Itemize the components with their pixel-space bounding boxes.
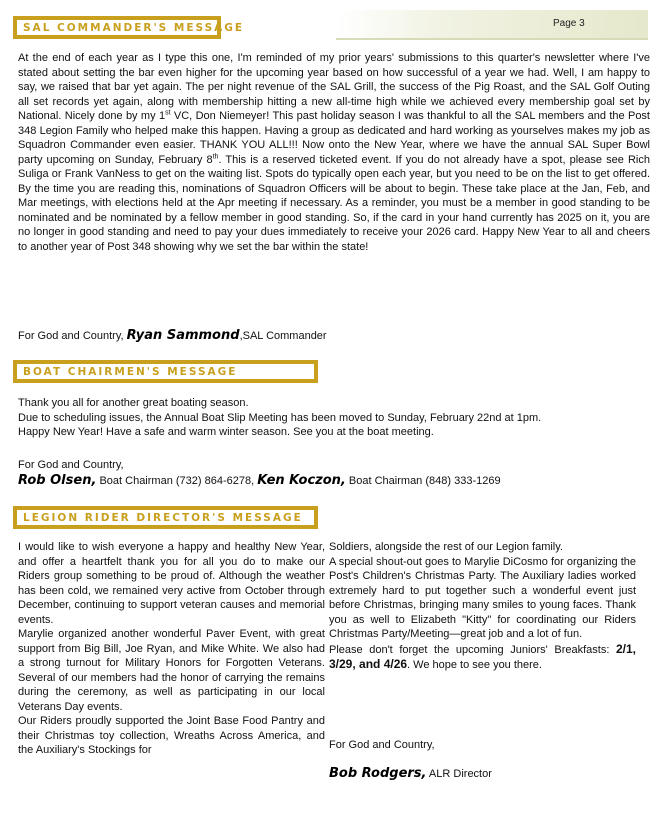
sal-body-part-3: . This is a reserved ticketed event. If you do not already have a spot, please see Rich Suliga or Frank VanNess to get on the waiting list. Spots do typically open each year, but you need to be on the list to get offered. By the time you are reading this, nominations of Squadron Officers will be about to begin. These take place at the Jan, Feb, and Mar meetings, with elections held at the Apr meeting if necessary. As a reminder, you must be a member in good standing to be nominated and be nominated by a fellow member in good standing. So, if the card in your hand currently has 2025 on it, you are no longer in good standing and need to pay your dues immediately to receive your 2026 card. Happy New Year to all and cheers to another year of Post 348 showing why we set the bar within the state! (18, 153, 650, 253)
page-number-banner (336, 10, 648, 40)
boat-chairmen-header-text: BOAT CHAIRMEN'S MESSAGE (23, 366, 238, 378)
boat-signature-line (18, 473, 501, 488)
page-number: Page 3 (553, 18, 585, 29)
rider-right-paragraph-2: A special shout-out goes to Marylie DiCosmo for organizing the Post's Children's Christmas Party. The Auxiliary ladies worked extremely hard to put together such a wonderful event just before Christmas, bringing many smiles to young faces. Thank you as well to Elizabeth "Kitty" for coordinating our Riders Christmas Party/Meeting—great job and a lot of fun. (329, 555, 636, 640)
boat-signature-1-detail: Boat Chairman (732) 864-6278, (96, 475, 258, 487)
rider-right-paragraph-3 (329, 642, 636, 673)
rider-signature: Bob Rodgers, (329, 766, 427, 781)
sal-title-sep: , (239, 330, 243, 342)
sal-commander-body (18, 51, 650, 254)
sal-title: SAL Commander (242, 330, 327, 342)
rider-left-paragraph-1: I would like to wish everyone a happy and healthy New Year, and offer a heartfelt thank you for all you do to make our Riders group something to be proud of. Although the weather has been cold, we remained very active from October through December, continuing to support veteran causes and memorial events. (18, 541, 325, 626)
sal-signature-line (18, 328, 327, 343)
legion-rider-header-text: LEGION RIDER DIRECTOR'S MESSAGE (23, 512, 303, 524)
boat-signature-1: Rob Olsen, (18, 473, 97, 488)
boat-line: Thank you all for another great boating season. (18, 397, 249, 409)
rider-title: ALR Director (426, 768, 492, 780)
sal-body-sup-1: st (165, 109, 171, 117)
boat-closing: For God and Country, (18, 459, 124, 471)
rider-left-paragraph-3: Our Riders proudly supported the Joint Base Food Pantry and their Christmas toy collection, Wreaths Across America, and the Auxiliary's Stockings for (18, 715, 325, 756)
rider-breakfast-dates: 2/1, 3/29, and 4/26 (329, 641, 636, 671)
boat-line: Happy New Year! Have a safe and warm winter season. See you at the boat meeting. (18, 426, 434, 438)
boat-signature-2-detail: Boat Chairman (848) 333-1269 (345, 475, 501, 487)
sal-commander-header (13, 16, 245, 39)
sal-commander-header-text: SAL COMMANDER'S MESSAGE (23, 22, 245, 34)
rider-right-column (329, 540, 636, 673)
boat-chairmen-body (18, 396, 650, 440)
rider-breakfast-text-end: . We hope to see you there. (407, 659, 542, 671)
sal-body-part-2: VC, Don Niemeyer! This past holiday season I was thankful to all the SAL members and the Post 348 Legion Family who helped make this happen. Having a group as dedicated and hard working as yourselves makes my job as Squadron Commander even easier. THANK YOU ALL!!! Now onto the New Year, where we have the annual SAL Super Bowl party upcoming on Sunday, February 8 (18, 110, 650, 166)
boat-signature-2: Ken Koczon, (257, 473, 346, 488)
boat-line: Due to scheduling issues, the Annual Boat Slip Meeting has been moved to Sunday, February 22nd at 1pm. (18, 411, 542, 424)
sal-closing: For God and Country, (18, 330, 127, 342)
sal-body-sup-2: th (212, 152, 219, 160)
rider-signature-line (329, 766, 492, 781)
rider-right-paragraph-1: Soldiers, alongside the rest of our Legion family. (329, 541, 563, 553)
boat-chairmen-header (13, 360, 318, 383)
sal-signature: Ryan Sammond (126, 328, 240, 343)
rider-left-column (18, 540, 325, 758)
sal-body-part-1: At the end of each year as I type this one, I'm reminded of my prior years' submissions to this quarter's newsletter where I've stated about setting the bar even higher for the upcoming year based on how successful of a year we had. Well, I am happy to say, we raised that bar yet again. The per night revenue of the SAL Grill, the success of the Pig Roast, and the SAL Golf Outing all set records yet again, along with membership hitting a new all-time high while we achieved every membership goal set by National. Nicely done by my 1 (18, 52, 650, 122)
rider-breakfast-text: Please don't forget the upcoming Juniors' Breakfasts: (329, 643, 616, 656)
legion-rider-header (13, 506, 318, 529)
rider-closing: For God and Country, (329, 739, 435, 751)
rider-left-paragraph-2: Marylie organized another wonderful Paver Event, with great support from Big Bill, Joe Ryan, and Mike White. We also had a strong turnout for Military Honors for Forgotten Veterans. Several of our members had the honor of carrying the remains during the ceremony, as well as participating in our local Veterans Day events. (18, 628, 325, 713)
